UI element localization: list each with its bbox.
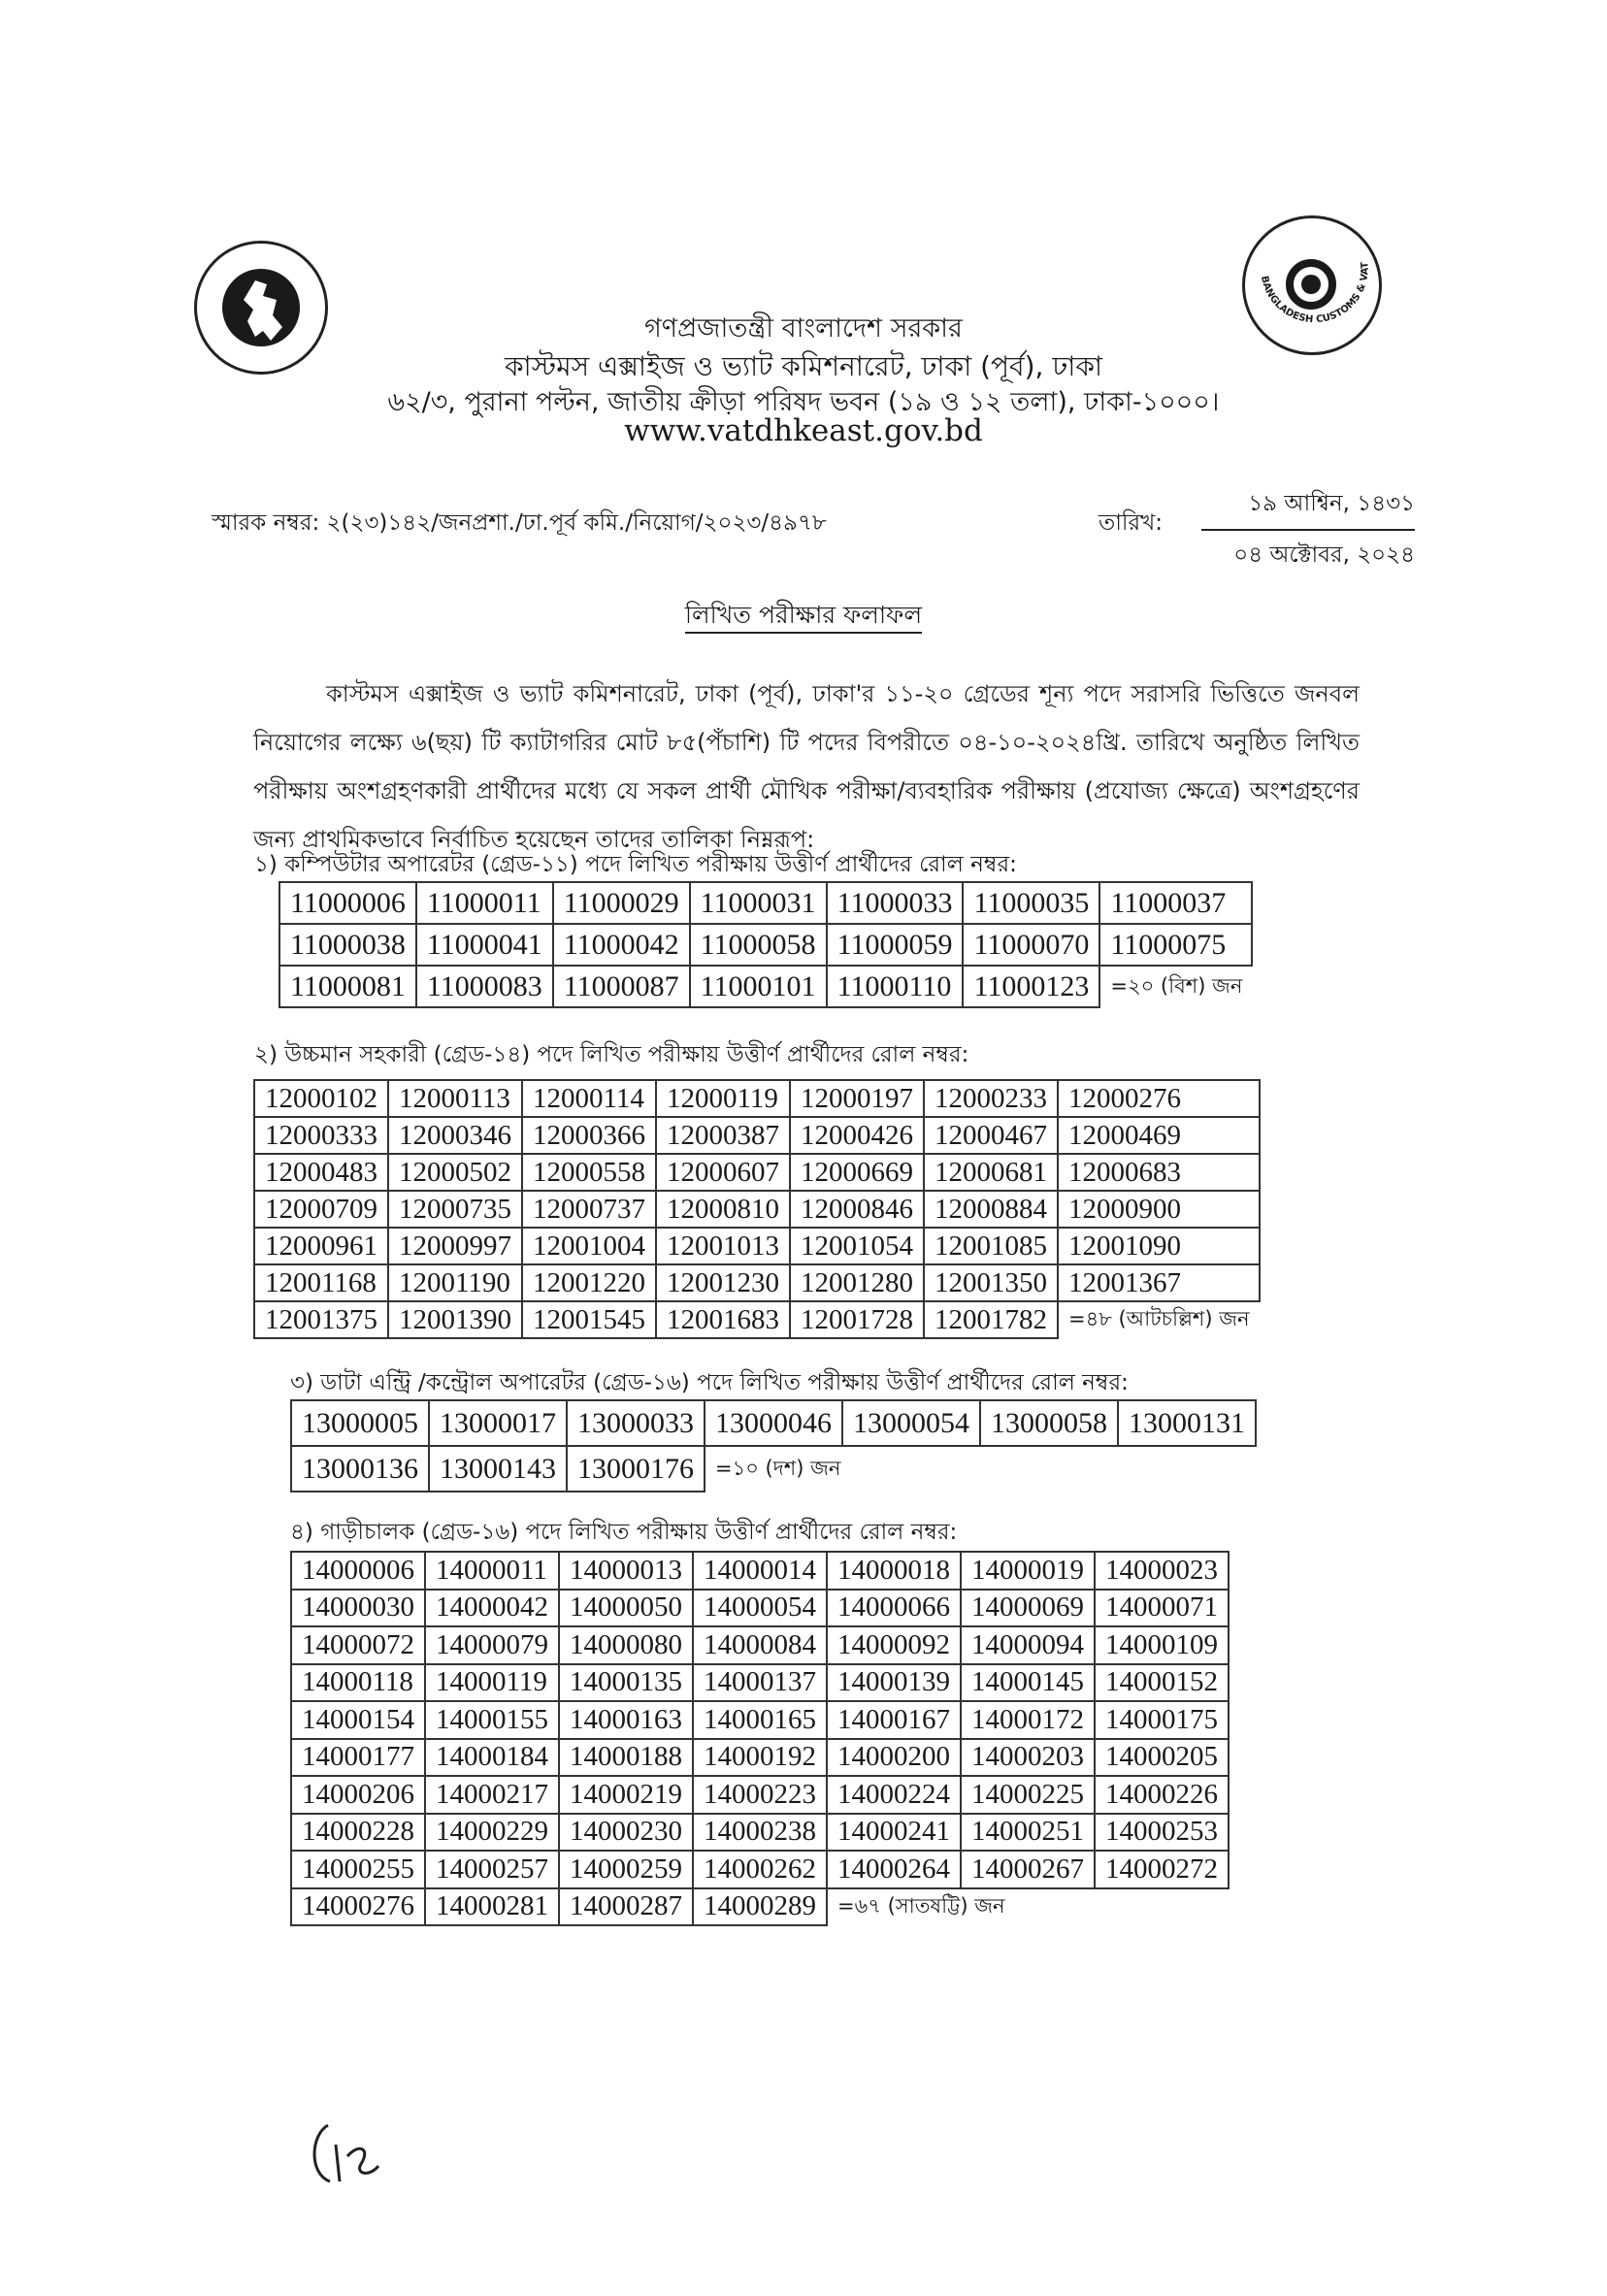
- roll-number-cell: 12000114: [522, 1080, 656, 1117]
- table-row: [254, 1117, 1260, 1154]
- roll-number-cell: 14000177: [291, 1739, 425, 1777]
- roll-number-cell: 13000054: [842, 1400, 980, 1446]
- roll-number-cell: 14000165: [693, 1701, 827, 1739]
- roll-number-cell: 12000387: [656, 1117, 790, 1154]
- roll-number-cell: 14000084: [693, 1626, 827, 1664]
- roll-number-cell: 12000709: [254, 1191, 388, 1228]
- roll-number-cell: 14000241: [827, 1814, 961, 1852]
- roll-number-cell: 12000810: [656, 1191, 790, 1228]
- roll-number-cell: 14000206: [291, 1776, 425, 1814]
- roll-number-cell: 14000069: [961, 1590, 1095, 1627]
- roll-number-cell: 14000253: [1095, 1814, 1229, 1852]
- roll-number-cell: 14000276: [291, 1888, 425, 1926]
- roll-number-cell: 11000041: [416, 924, 553, 966]
- roll-number-cell: 14000229: [425, 1814, 559, 1852]
- roll-number-cell: 14000011: [425, 1552, 559, 1590]
- date-label: তারিখ:: [1099, 510, 1164, 536]
- roll-number-cell: 14000094: [961, 1626, 1095, 1664]
- table-row: [279, 882, 1252, 924]
- roll-number-cell: 14000255: [291, 1851, 425, 1888]
- roll-number-cell: 12000735: [388, 1191, 522, 1228]
- roll-number-cell: 14000192: [693, 1739, 827, 1777]
- roll-number-cell: 12000346: [388, 1117, 522, 1154]
- roll-number-cell: 11000081: [279, 966, 416, 1007]
- roll-number-cell: 13000176: [567, 1446, 705, 1492]
- date-english: ০৪ অক্টোবর, ২০২৪: [1233, 542, 1415, 568]
- roll-number-cell: 14000200: [827, 1739, 961, 1777]
- roll-number-cell: 14000119: [425, 1664, 559, 1702]
- date-bangla: ১৯ আশ্বিন, ১৪৩১: [1201, 485, 1415, 531]
- roll-number-cell: 14000042: [425, 1590, 559, 1627]
- roll-number-cell: 14000139: [827, 1664, 961, 1702]
- roll-number-cell: 12000276: [1058, 1080, 1260, 1117]
- roll-number-cell: 11000006: [279, 882, 416, 924]
- roll-number-cell: 11000087: [553, 966, 690, 1007]
- roll-number-cell: 14000167: [827, 1701, 961, 1739]
- roll-number-cell: 14000188: [559, 1739, 693, 1777]
- roll-number-cell: 12001004: [522, 1228, 656, 1264]
- document-title-wrap: [0, 596, 1607, 638]
- roll-number-cell: 12001090: [1058, 1228, 1260, 1264]
- roll-number-cell: 12001545: [522, 1301, 656, 1338]
- roll-number-cell: 14000080: [559, 1626, 693, 1664]
- roll-number-cell: 14000289: [693, 1888, 827, 1926]
- roll-number-cell: 12001350: [924, 1264, 1058, 1301]
- roll-number-cell: 14000217: [425, 1776, 559, 1814]
- roll-number-cell: 11000029: [553, 882, 690, 924]
- section-2-roll-table: [253, 1079, 1261, 1339]
- table-row: [291, 1739, 1229, 1777]
- roll-number-cell: 12000426: [790, 1117, 924, 1154]
- roll-number-cell: 14000223: [693, 1776, 827, 1814]
- roll-number-cell: 12001085: [924, 1228, 1058, 1264]
- roll-number-cell: 14000175: [1095, 1701, 1229, 1739]
- roll-number-cell: 12000102: [254, 1080, 388, 1117]
- roll-number-cell: 14000006: [291, 1552, 425, 1590]
- roll-number-cell: 14000251: [961, 1814, 1095, 1852]
- roll-number-cell: 12000483: [254, 1154, 388, 1191]
- roll-number-cell: 12000737: [522, 1191, 656, 1228]
- roll-number-cell: 14000238: [693, 1814, 827, 1852]
- roll-number-cell: 14000228: [291, 1814, 425, 1852]
- handwritten-page-mark: [301, 2106, 388, 2193]
- roll-number-cell: 14000030: [291, 1590, 425, 1627]
- roll-number-cell: 12000900: [1058, 1191, 1260, 1228]
- roll-number-cell: 14000281: [425, 1888, 559, 1926]
- roll-number-cell: 14000257: [425, 1851, 559, 1888]
- table-row: [291, 1814, 1229, 1852]
- roll-number-cell: 13000017: [429, 1400, 567, 1446]
- roll-number-cell: 13000005: [291, 1400, 429, 1446]
- customs-logo-text: BANGLADESH CUSTOMS & VAT: [1258, 261, 1371, 326]
- roll-number-cell: 14000019: [961, 1552, 1095, 1590]
- roll-number-cell: 14000072: [291, 1626, 425, 1664]
- roll-number-cell: 12000119: [656, 1080, 790, 1117]
- section-3-heading: ৩) ডাটা এন্ট্রি /কন্ট্রোল অপারেটর (গ্রেড-১৬) পদে লিখিত পরীক্ষায় উত্তীর্ণ প্রার্থীদের রোল নম্বর:: [290, 1370, 1129, 1395]
- section-1-heading: ১) কম্পিউটার অপারেটর (গ্রেড-১১) পদে লিখিত পরীক্ষায় উত্তীর্ণ প্রার্থীদের রোল নম্বর:: [254, 852, 1017, 877]
- roll-number-cell: 12001782: [924, 1301, 1058, 1338]
- roll-number-cell: 14000013: [559, 1552, 693, 1590]
- roll-number-cell: 14000023: [1095, 1552, 1229, 1590]
- table-row: [254, 1228, 1260, 1264]
- roll-number-cell: 12000961: [254, 1228, 388, 1264]
- roll-number-cell: 12000467: [924, 1117, 1058, 1154]
- roll-number-cell: 14000226: [1095, 1776, 1229, 1814]
- roll-number-cell: 13000136: [291, 1446, 429, 1492]
- roll-number-cell: 11000042: [553, 924, 690, 966]
- roll-number-cell: 12000997: [388, 1228, 522, 1264]
- roll-number-cell: 11000031: [690, 882, 827, 924]
- section-3-roll-table: [290, 1399, 1257, 1492]
- roll-number-cell: 12001168: [254, 1264, 388, 1301]
- roll-number-cell: 12000233: [924, 1080, 1058, 1117]
- table-row: [254, 1264, 1260, 1301]
- roll-number-cell: 12001375: [254, 1301, 388, 1338]
- roll-number-cell: 14000163: [559, 1701, 693, 1739]
- roll-number-cell: 14000109: [1095, 1626, 1229, 1664]
- roll-number-cell: 13000143: [429, 1446, 567, 1492]
- roll-number-cell: 11000037: [1099, 882, 1252, 924]
- roll-number-cell: 14000018: [827, 1552, 961, 1590]
- roll-number-cell: 13000058: [980, 1400, 1118, 1446]
- roll-number-cell: 11000035: [963, 882, 1099, 924]
- intro-paragraph: কাস্টমস এক্সাইজ ও ভ্যাট কমিশনারেট, ঢাকা (পূর্ব), ঢাকা'র ১১-২০ গ্রেডের শূন্য পদে সরাসরি ভিত্তিতে জনবল নিয়োগের লক্ষ্যে ৬(ছয়) টি ক্যাটাগরির মোট ৮৫(পঁচাশি) টি পদের বিপরীতে ০৪-১০-২০২৪খ্রি. তারিখে অনুষ্ঠিত লিখিত পরীক্ষায় অংশগ্রহণকারী প্রার্থীদের মধ্যে যে সকল প্রার্থী মৌখিক পরীক্ষা/ব্যবহারিক পরীক্ষায় (প্রযোজ্য ক্ষেত্রে) অংশগ্রহণের জন্য প্রাথমিকভাবে নির্বাচিত হয়েছেন তাদের তালিকা নিম্নরূপ:: [253, 680, 1360, 853]
- table-row: [291, 1776, 1229, 1814]
- roll-number-cell: 12001390: [388, 1301, 522, 1338]
- roll-number-cell: 12000502: [388, 1154, 522, 1191]
- roll-number-cell: 14000287: [559, 1888, 693, 1926]
- roll-number-cell: 11000011: [416, 882, 553, 924]
- section-2-heading: ২) উচ্চমান সহকারী (গ্রেড-১৪) পদে লিখিত পরীক্ষায় উত্তীর্ণ প্রার্থীদের রোল নম্বর:: [254, 1042, 969, 1067]
- roll-number-cell: 14000137: [693, 1664, 827, 1702]
- table-row: [291, 1446, 1256, 1492]
- roll-number-cell: 14000259: [559, 1851, 693, 1888]
- roll-number-cell: 14000205: [1095, 1739, 1229, 1777]
- roll-number-cell: 14000014: [693, 1552, 827, 1590]
- roll-number-cell: 12000469: [1058, 1117, 1260, 1154]
- table-row: [291, 1701, 1229, 1739]
- document-title: লিখিত পরীক্ষার ফলাফল: [685, 601, 922, 634]
- roll-number-cell: 14000267: [961, 1851, 1095, 1888]
- table-row: [291, 1851, 1229, 1888]
- roll-number-cell: 11000123: [963, 966, 1099, 1007]
- header-government-name: গণপ্রজাতন্ত্রী বাংলাদেশ সরকার: [644, 313, 963, 344]
- date-block: [1201, 485, 1415, 574]
- roll-number-cell: 12000113: [388, 1080, 522, 1117]
- roll-number-cell: 12000197: [790, 1080, 924, 1117]
- roll-number-cell: 14000172: [961, 1701, 1095, 1739]
- table-row: [291, 1400, 1256, 1446]
- roll-number-cell: 11000101: [690, 966, 827, 1007]
- roll-number-cell: 12001367: [1058, 1264, 1260, 1301]
- roll-number-cell: 11000083: [416, 966, 553, 1007]
- roll-number-cell: 14000264: [827, 1851, 961, 1888]
- roll-number-cell: 12001728: [790, 1301, 924, 1338]
- roll-number-cell: 11000070: [963, 924, 1099, 966]
- roll-number-cell: 11000110: [827, 966, 964, 1007]
- candidate-count: =৬৭ (সাতষট্টি) জন: [837, 1893, 1005, 1918]
- roll-number-cell: 12001683: [656, 1301, 790, 1338]
- roll-number-cell: 14000118: [291, 1664, 425, 1702]
- roll-number-cell: 12000669: [790, 1154, 924, 1191]
- memo-number: স্মারক নম্বর: ২(২৩)১৪২/জনপ্রশা./ঢা.পূর্ব কমি./নিয়োগ/২০২৩/৪৯৭৮: [212, 510, 827, 536]
- table-row: [279, 924, 1252, 966]
- header-address: ৬২/৩, পুরানা পল্টন, জাতীয় ক্রীড়া পরিষদ ভবন (১৯ ও ১২ তলা), ঢাকা-১০০০।: [387, 387, 1220, 417]
- roll-number-cell: 11000059: [827, 924, 964, 966]
- roll-number-cell: 13000033: [567, 1400, 705, 1446]
- table-row: [254, 1154, 1260, 1191]
- roll-number-cell: 12000846: [790, 1191, 924, 1228]
- roll-number-cell: 14000054: [693, 1590, 827, 1627]
- header-website[interactable]: www.vatdhkeast.gov.bd: [624, 413, 983, 448]
- roll-number-cell: 12001013: [656, 1228, 790, 1264]
- roll-number-cell: 14000050: [559, 1590, 693, 1627]
- table-row: [291, 1888, 1229, 1926]
- roll-number-cell: 12000683: [1058, 1154, 1260, 1191]
- roll-number-cell: 14000184: [425, 1739, 559, 1777]
- roll-number-cell: 12001280: [790, 1264, 924, 1301]
- roll-number-cell: 11000058: [690, 924, 827, 966]
- roll-number-cell: 14000225: [961, 1776, 1095, 1814]
- roll-number-cell: 14000203: [961, 1739, 1095, 1777]
- roll-number-cell: 14000224: [827, 1776, 961, 1814]
- roll-number-cell: 12000607: [656, 1154, 790, 1191]
- roll-number-cell: 14000262: [693, 1851, 827, 1888]
- roll-number-cell: 14000066: [827, 1590, 961, 1627]
- roll-number-cell: 11000075: [1099, 924, 1252, 966]
- roll-number-cell: 11000038: [279, 924, 416, 966]
- roll-number-cell: 12000333: [254, 1117, 388, 1154]
- table-row: [291, 1590, 1229, 1627]
- roll-number-cell: 12001054: [790, 1228, 924, 1264]
- roll-number-cell: 12001230: [656, 1264, 790, 1301]
- candidate-count: =২০ (বিশ) জন: [1110, 973, 1243, 998]
- section-1-roll-table: [279, 881, 1253, 1008]
- table-row: [291, 1552, 1229, 1590]
- roll-number-cell: 12000884: [924, 1191, 1058, 1228]
- roll-number-cell: 11000033: [827, 882, 964, 924]
- roll-number-cell: 13000046: [705, 1400, 842, 1446]
- table-row: [254, 1080, 1260, 1117]
- table-row: [291, 1664, 1229, 1702]
- roll-number-cell: 14000145: [961, 1664, 1095, 1702]
- table-row: [254, 1191, 1260, 1228]
- section-4-roll-table: [290, 1551, 1230, 1926]
- roll-number-cell: 14000155: [425, 1701, 559, 1739]
- roll-number-cell: 13000131: [1118, 1400, 1256, 1446]
- roll-number-cell: 12000681: [924, 1154, 1058, 1191]
- roll-number-cell: 12001190: [388, 1264, 522, 1301]
- table-row: [279, 966, 1252, 1007]
- roll-number-cell: 14000230: [559, 1814, 693, 1852]
- roll-number-cell: 14000219: [559, 1776, 693, 1814]
- roll-number-cell: 14000154: [291, 1701, 425, 1739]
- roll-number-cell: 14000272: [1095, 1851, 1229, 1888]
- roll-number-cell: 14000092: [827, 1626, 961, 1664]
- roll-number-cell: 14000152: [1095, 1664, 1229, 1702]
- roll-number-cell: 14000135: [559, 1664, 693, 1702]
- section-4-heading: ৪) গাড়ীচালক (গ্রেড-১৬) পদে লিখিত পরীক্ষায় উত্তীর্ণ প্রার্থীদের রোল নম্বর:: [290, 1520, 958, 1545]
- candidate-count: =১০ (দশ) জন: [715, 1456, 841, 1480]
- roll-number-cell: 12000366: [522, 1117, 656, 1154]
- table-row: [254, 1301, 1260, 1338]
- candidate-count: =৪৮ (আটচল্লিশ) জন: [1068, 1307, 1250, 1330]
- roll-number-cell: 14000079: [425, 1626, 559, 1664]
- roll-number-cell: 14000071: [1095, 1590, 1229, 1627]
- roll-number-cell: 12000558: [522, 1154, 656, 1191]
- roll-number-cell: 12001220: [522, 1264, 656, 1301]
- header-office-name: কাস্টমস এক্সাইজ ও ভ্যাট কমিশনারেট, ঢাকা (পূর্ব), ঢাকা: [504, 350, 1103, 382]
- table-row: [291, 1626, 1229, 1664]
